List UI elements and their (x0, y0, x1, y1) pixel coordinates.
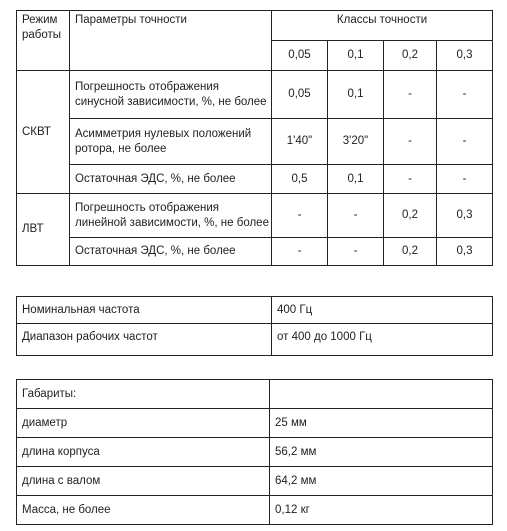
param-cell (70, 71, 272, 119)
dimensions-table (16, 379, 493, 525)
dimension-value: 64,2 мм (270, 467, 493, 496)
value-cell: 3'20" (328, 119, 384, 165)
value-cell: - (384, 119, 437, 165)
value-cell: 0,2 (384, 238, 437, 266)
dimension-value: 0,12 кг (270, 496, 493, 525)
dimension-label: длина с валом (17, 467, 270, 496)
value-cell: 0,5 (272, 165, 328, 194)
dimension-value: 25 мм (270, 409, 493, 438)
classes-header (272, 11, 493, 41)
value-cell: - (384, 165, 437, 194)
dimension-value: 56,2 мм (270, 438, 493, 467)
class-col-header: 0,2 (384, 41, 437, 71)
value-cell: 0,1 (328, 165, 384, 194)
class-col-header: 0,3 (437, 41, 493, 71)
dimension-label: длина корпуса (17, 438, 270, 467)
mode-cell-lvt: ЛВТ (17, 194, 70, 266)
mode-header-label: Режим работы (22, 14, 62, 41)
param-label: Асимметрия нулевых положений ротора, не более (75, 127, 252, 155)
value-cell: 0,05 (272, 71, 328, 119)
dimension-label: Масса, не более (17, 496, 270, 525)
value-cell: - (437, 71, 493, 119)
frequency-value: от 400 до 1000 Гц (272, 324, 493, 356)
frequency-label: Номинальная частота (17, 297, 272, 324)
value-cell: - (272, 238, 328, 266)
param-label: Погрешность отображения синусной зависимости, %, не более (75, 80, 267, 108)
value-cell: 1'40" (272, 119, 328, 165)
frequency-label: Диапазон рабочих частот (17, 324, 272, 356)
param-cell (70, 238, 272, 266)
param-label: Остаточная ЭДС, %, не более (75, 245, 236, 257)
mode-cell-skvt: СКВТ (17, 71, 70, 194)
params-header (70, 11, 272, 71)
class-col-header: 0,05 (272, 41, 328, 71)
param-cell (70, 165, 272, 194)
value-cell: 0,2 (384, 194, 437, 238)
mode-header (17, 11, 70, 71)
value-cell: - (437, 119, 493, 165)
accuracy-table (16, 10, 493, 266)
value-cell: 0,1 (328, 71, 384, 119)
value-cell: - (328, 238, 384, 266)
param-label: Остаточная ЭДС, %, не более (75, 172, 236, 185)
param-cell (70, 194, 272, 238)
value-cell: - (328, 194, 384, 238)
value-cell: - (437, 165, 493, 194)
value-cell: - (384, 71, 437, 119)
value-cell: 0,3 (437, 194, 493, 238)
value-cell: - (272, 194, 328, 238)
class-col-header: 0,1 (328, 41, 384, 71)
value-cell: 0,3 (437, 238, 493, 266)
dimension-label: диаметр (17, 409, 270, 438)
dimensions-title: Габариты: (17, 380, 270, 409)
frequency-value: 400 Гц (272, 297, 493, 324)
classes-header-label: Классы точности (336, 14, 428, 26)
param-cell (70, 119, 272, 165)
frequency-table (16, 296, 493, 356)
empty-cell (270, 380, 493, 409)
param-label: Погрешность отображения линейной зависимости, %, не более (75, 201, 269, 229)
params-header-label: Параметры точности (75, 14, 187, 26)
